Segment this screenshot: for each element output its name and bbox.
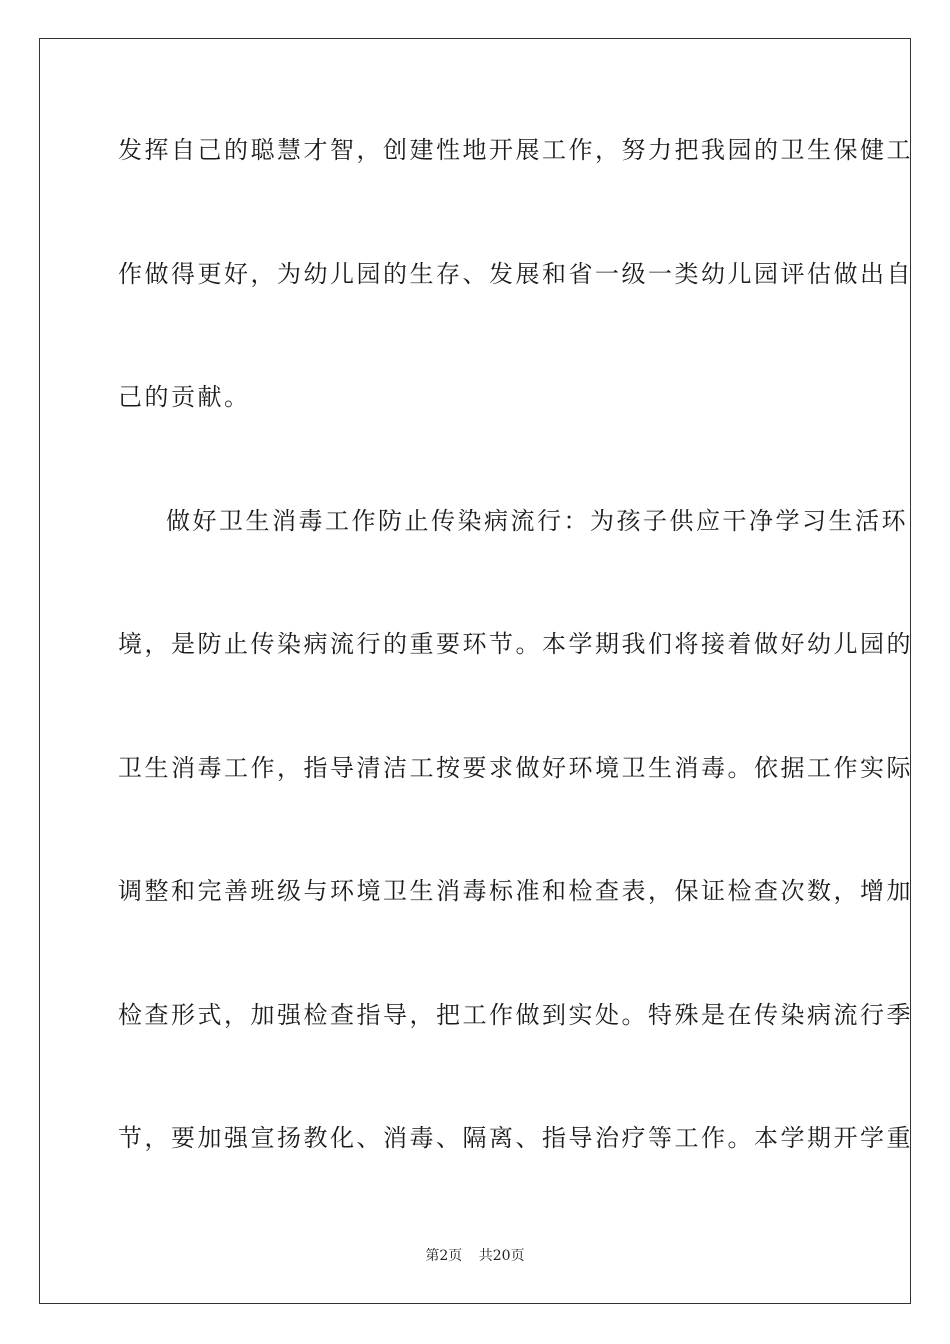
text-line: 己的贡献。	[118, 383, 251, 411]
text-line: 作做得更好，为幼儿园的生存、发展和省一级一类幼儿园评估做出自	[118, 259, 913, 288]
paragraph-start-line: 做好卫生消毒工作防止传染病流行：为孩子供应干净学习生活环	[166, 506, 908, 535]
page-footer	[0, 1245, 950, 1265]
text-line: 节，要加强宣扬教化、消毒、隔离、指导治疗等工作。本学期开学重	[118, 1124, 913, 1152]
text-line: 境，是防止传染病流行的重要环节。本学期我们将接着做好幼儿园的	[118, 630, 913, 658]
text-line: 卫生消毒工作，指导清洁工按要求做好环境卫生消毒。依据工作实际	[118, 753, 913, 782]
text-line: 检查形式，加强检查指导，把工作做到实处。特殊是在传染病流行季	[118, 1000, 913, 1029]
page-number: 第2页	[425, 1248, 463, 1264]
page-total: 共20页	[478, 1248, 525, 1264]
document-body	[118, 128, 913, 1240]
text-line: 调整和完善班级与环境卫生消毒标准和检查表，保证检查次数，增加	[118, 877, 913, 905]
text-line: 发挥自己的聪慧才智，创建性地开展工作，努力把我园的卫生保健工	[118, 136, 913, 164]
